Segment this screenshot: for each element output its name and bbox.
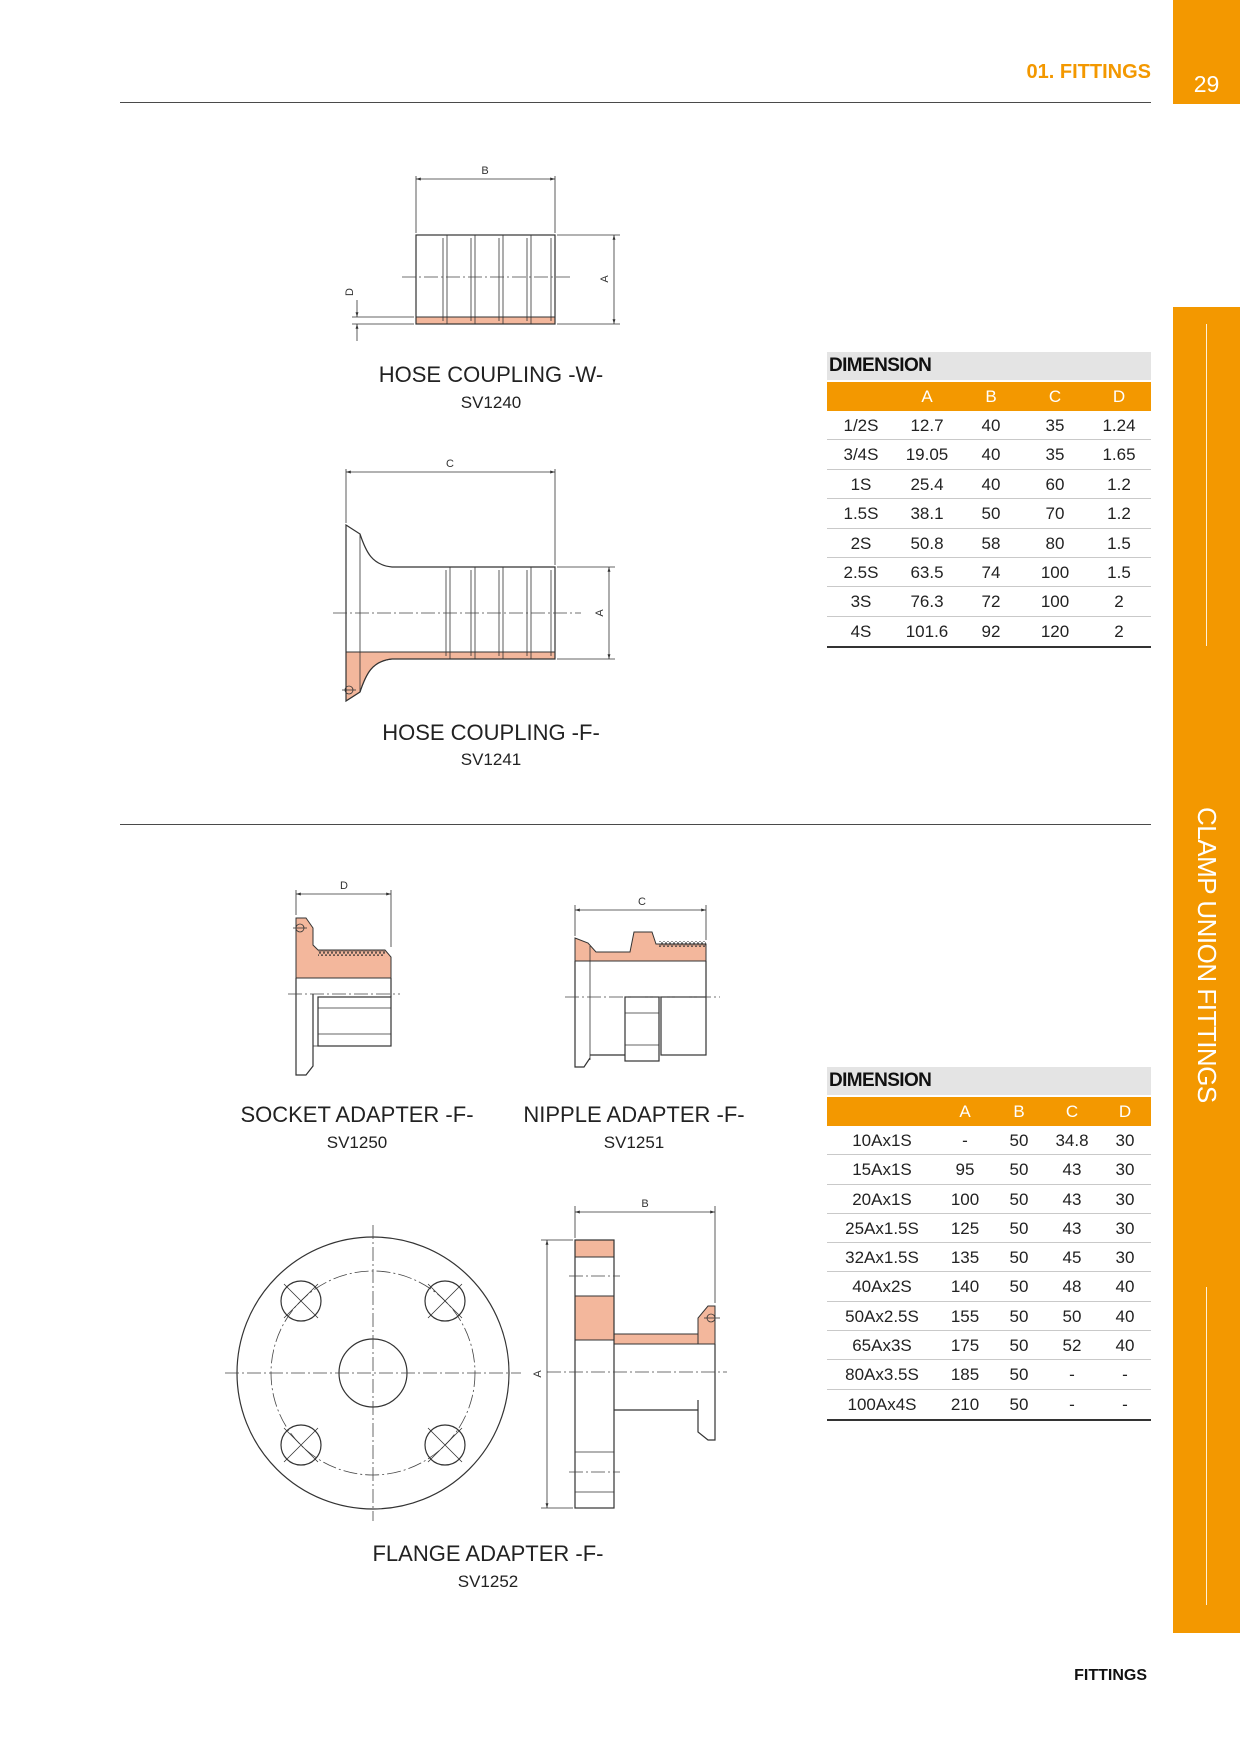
value-cell: 50 <box>1009 1160 1029 1180</box>
value-cell: 35 <box>1045 445 1065 465</box>
value-cell: 175 <box>950 1336 980 1356</box>
value-cell: 52 <box>1062 1336 1082 1356</box>
value-cell: 30 <box>1115 1189 1135 1209</box>
hex-faces <box>625 1013 659 1045</box>
table-row <box>827 499 1151 528</box>
size-cell: 32Ax1.5S <box>845 1248 919 1268</box>
value-cell: 1.2 <box>1107 474 1131 494</box>
value-cell: 12.7 <box>910 416 944 435</box>
dimension-label-a: A <box>594 609 606 617</box>
table-row <box>827 1126 1151 1155</box>
footer-label: FITTINGS <box>1074 1667 1147 1684</box>
value-cell: - <box>1069 1365 1075 1385</box>
size-cell: 40Ax2S <box>852 1277 912 1297</box>
value-cell: 100 <box>950 1189 980 1209</box>
value-cell: 50 <box>1009 1277 1029 1297</box>
value-cell: 210 <box>950 1394 980 1414</box>
value-cell: 135 <box>950 1248 980 1268</box>
value-cell: 76.3 <box>910 592 944 612</box>
copper-section <box>698 1306 715 1344</box>
value-cell: 1.5 <box>1107 533 1131 553</box>
value-cell: 19.05 <box>905 445 949 465</box>
table-header-row <box>827 1097 1151 1126</box>
dimension-label-d: D <box>340 880 348 892</box>
extension-lines-c <box>346 469 555 565</box>
value-cell: 43 <box>1062 1218 1082 1238</box>
dimension-label-b: B <box>641 1198 649 1210</box>
column-header: D <box>1118 1102 1132 1121</box>
value-cell: 40 <box>1115 1277 1135 1297</box>
size-cell: 15Ax1S <box>852 1160 912 1180</box>
value-cell: 74 <box>981 562 1001 582</box>
product-name: NIPPLE ADAPTER -F- <box>523 1102 745 1127</box>
table-row <box>827 1360 1151 1389</box>
size-cell: 65Ax3S <box>852 1336 912 1356</box>
column-header: D <box>1112 387 1126 406</box>
value-cell: 30 <box>1115 1218 1135 1238</box>
value-cell: 120 <box>1040 621 1070 641</box>
value-cell: 50 <box>1009 1189 1029 1209</box>
value-cell: 38.1 <box>910 504 944 524</box>
dimension-table-hose-coupling <box>827 352 1151 648</box>
extension-lines-a <box>541 1240 573 1508</box>
size-cell: 25Ax1.5S <box>845 1218 919 1238</box>
size-cell: 3S <box>850 592 872 612</box>
value-cell: 30 <box>1115 1160 1135 1180</box>
value-cell: 50 <box>1009 1248 1029 1268</box>
column-header: B <box>985 387 997 406</box>
table-body <box>827 411 1151 648</box>
product-name: SOCKET ADAPTER -F- <box>240 1102 474 1127</box>
dimension-label-c: C <box>446 458 454 470</box>
page-number: 29 <box>1193 71 1220 97</box>
table-title: DIMENSION <box>827 352 1151 380</box>
section-title: 01. FITTINGS <box>1026 61 1151 83</box>
value-cell: 45 <box>1062 1248 1082 1268</box>
value-cell: 155 <box>950 1306 980 1326</box>
value-cell: 50 <box>1009 1394 1029 1414</box>
value-cell: 50 <box>1009 1365 1029 1385</box>
value-cell: 92 <box>981 621 1001 641</box>
value-cell: 40 <box>1115 1306 1135 1326</box>
hex-faces <box>313 1008 391 1046</box>
table-row <box>827 1272 1151 1301</box>
size-cell: 3/4S <box>843 445 879 465</box>
value-cell: 100 <box>1040 562 1070 582</box>
size-cell: 1/2S <box>843 416 879 435</box>
value-cell: - <box>962 1131 968 1150</box>
table-body <box>827 1126 1151 1421</box>
value-cell: 72 <box>981 592 1001 612</box>
column-header: A <box>921 387 933 406</box>
table-row <box>827 1214 1151 1243</box>
flange-outline <box>296 994 313 1075</box>
flange-adapter-front-view <box>225 1225 521 1521</box>
value-cell: 30 <box>1115 1131 1135 1150</box>
bolt-hole <box>425 1281 465 1321</box>
size-cell: 10Ax1S <box>852 1131 912 1150</box>
value-cell: - <box>1069 1394 1075 1414</box>
value-cell: 50 <box>1009 1336 1029 1356</box>
copper-section <box>416 317 555 324</box>
product-code: SV1240 <box>460 393 522 412</box>
socket-adapter-drawing <box>288 880 400 1075</box>
value-cell: 1.2 <box>1107 504 1131 524</box>
value-cell: 35 <box>1045 416 1065 435</box>
table-row <box>827 587 1151 616</box>
size-cell: 4S <box>850 621 872 641</box>
size-cell: 2.5S <box>843 562 879 582</box>
column-header <box>827 1097 937 1126</box>
value-cell: 58 <box>981 533 1001 553</box>
value-cell: 34.8 <box>1055 1131 1089 1150</box>
size-cell: 2S <box>850 533 872 553</box>
value-cell: 140 <box>950 1277 980 1297</box>
value-cell: 48 <box>1062 1277 1082 1297</box>
hose-coupling-w-drawing <box>344 165 620 341</box>
size-cell: 20Ax1S <box>852 1189 912 1209</box>
value-cell: 80 <box>1045 533 1065 553</box>
extension-lines-b <box>416 176 555 233</box>
product-name: HOSE COUPLING -F- <box>382 720 600 745</box>
value-cell: 50 <box>1009 1218 1029 1238</box>
dimension-label-b: B <box>481 165 489 177</box>
value-cell: - <box>1122 1365 1128 1385</box>
table-title: DIMENSION <box>827 1067 1151 1095</box>
column-header: A <box>959 1102 971 1121</box>
thread-band <box>659 941 706 947</box>
bore-outline <box>575 961 706 997</box>
column-header: B <box>1013 1102 1025 1121</box>
ferrule-outline <box>698 1372 715 1440</box>
product-code: SV1250 <box>326 1133 388 1152</box>
table-row <box>827 1331 1151 1360</box>
value-cell: 63.5 <box>910 562 944 582</box>
value-cell: 100 <box>1040 592 1070 612</box>
table-row <box>827 1185 1151 1214</box>
bolt-hole <box>281 1425 321 1465</box>
value-cell: 101.6 <box>905 621 949 641</box>
table-row <box>827 1302 1151 1331</box>
column-header <box>827 382 895 411</box>
value-cell: 40 <box>981 416 1001 435</box>
value-cell: - <box>1122 1394 1128 1414</box>
column-header: C <box>1065 1102 1079 1121</box>
product-code: SV1241 <box>460 750 522 769</box>
hex-body <box>625 997 659 1061</box>
hex-body <box>318 997 391 1046</box>
bolt-hole <box>425 1425 465 1465</box>
size-cell: 80Ax3.5S <box>845 1365 919 1385</box>
size-cell: 1S <box>850 474 872 494</box>
product-name: FLANGE ADAPTER -F- <box>372 1541 604 1566</box>
dimension-label-c: C <box>638 896 646 908</box>
table-row <box>827 529 1151 558</box>
side-tab-label: CLAMP UNION FITTINGS <box>1192 807 1222 1103</box>
value-cell: 43 <box>1062 1160 1082 1180</box>
value-cell: 185 <box>950 1365 980 1385</box>
value-cell: 60 <box>1045 474 1065 494</box>
table-row <box>827 558 1151 587</box>
value-cell: 95 <box>955 1160 975 1180</box>
value-cell: 50 <box>1009 1306 1029 1326</box>
value-cell: 50 <box>981 504 1001 524</box>
size-cell: 100Ax4S <box>847 1394 917 1414</box>
dimension-label-a: A <box>599 275 611 283</box>
copper-section <box>575 1296 614 1340</box>
male-thread <box>661 997 706 1055</box>
body-outline <box>416 235 555 324</box>
thread-band <box>318 950 385 956</box>
table-row <box>827 1155 1151 1184</box>
table-header-row <box>827 382 1151 411</box>
dimension-label-d: D <box>344 288 356 296</box>
copper-section <box>614 1334 700 1344</box>
value-cell: 40 <box>981 445 1001 465</box>
flange-adapter-side-view <box>532 1198 727 1508</box>
value-cell: 2 <box>1114 621 1124 641</box>
flange-plate <box>575 1240 614 1508</box>
value-cell: 1.65 <box>1102 445 1136 465</box>
value-cell: 50.8 <box>910 533 944 553</box>
product-code: SV1252 <box>457 1572 519 1591</box>
bolt-hole <box>281 1281 321 1321</box>
dimension-label-a: A <box>532 1370 544 1378</box>
copper-section <box>575 1240 614 1257</box>
value-cell: 50 <box>1062 1306 1082 1326</box>
product-name: HOSE COUPLING -W- <box>378 362 604 387</box>
value-cell: 43 <box>1062 1189 1082 1209</box>
value-cell: 40 <box>1115 1336 1135 1356</box>
size-cell: 1.5S <box>843 504 879 524</box>
table-row <box>827 1243 1151 1272</box>
product-code: SV1251 <box>603 1133 665 1152</box>
column-header: C <box>1048 387 1062 406</box>
extension-lines-d <box>352 317 414 324</box>
table-row <box>827 411 1151 440</box>
value-cell: 25.4 <box>910 474 944 494</box>
table-row <box>827 617 1151 646</box>
flange-outline <box>575 997 590 1067</box>
value-cell: 1.5 <box>1107 562 1131 582</box>
value-cell: 40 <box>981 474 1001 494</box>
value-cell: 1.24 <box>1102 416 1136 435</box>
hose-coupling-f-drawing <box>333 458 615 701</box>
copper-section <box>296 918 391 978</box>
value-cell: 50 <box>1009 1131 1029 1150</box>
value-cell: 2 <box>1114 592 1124 612</box>
value-cell: 125 <box>950 1218 980 1238</box>
table-row <box>827 470 1151 499</box>
dimension-table-adapters <box>827 1067 1151 1421</box>
size-cell: 50Ax2.5S <box>845 1306 919 1326</box>
nipple-adapter-drawing <box>565 896 720 1067</box>
value-cell: 30 <box>1115 1248 1135 1268</box>
table-row <box>827 440 1151 469</box>
barb-lines <box>443 235 551 324</box>
table-row <box>827 1390 1151 1419</box>
value-cell: 70 <box>1045 504 1065 524</box>
